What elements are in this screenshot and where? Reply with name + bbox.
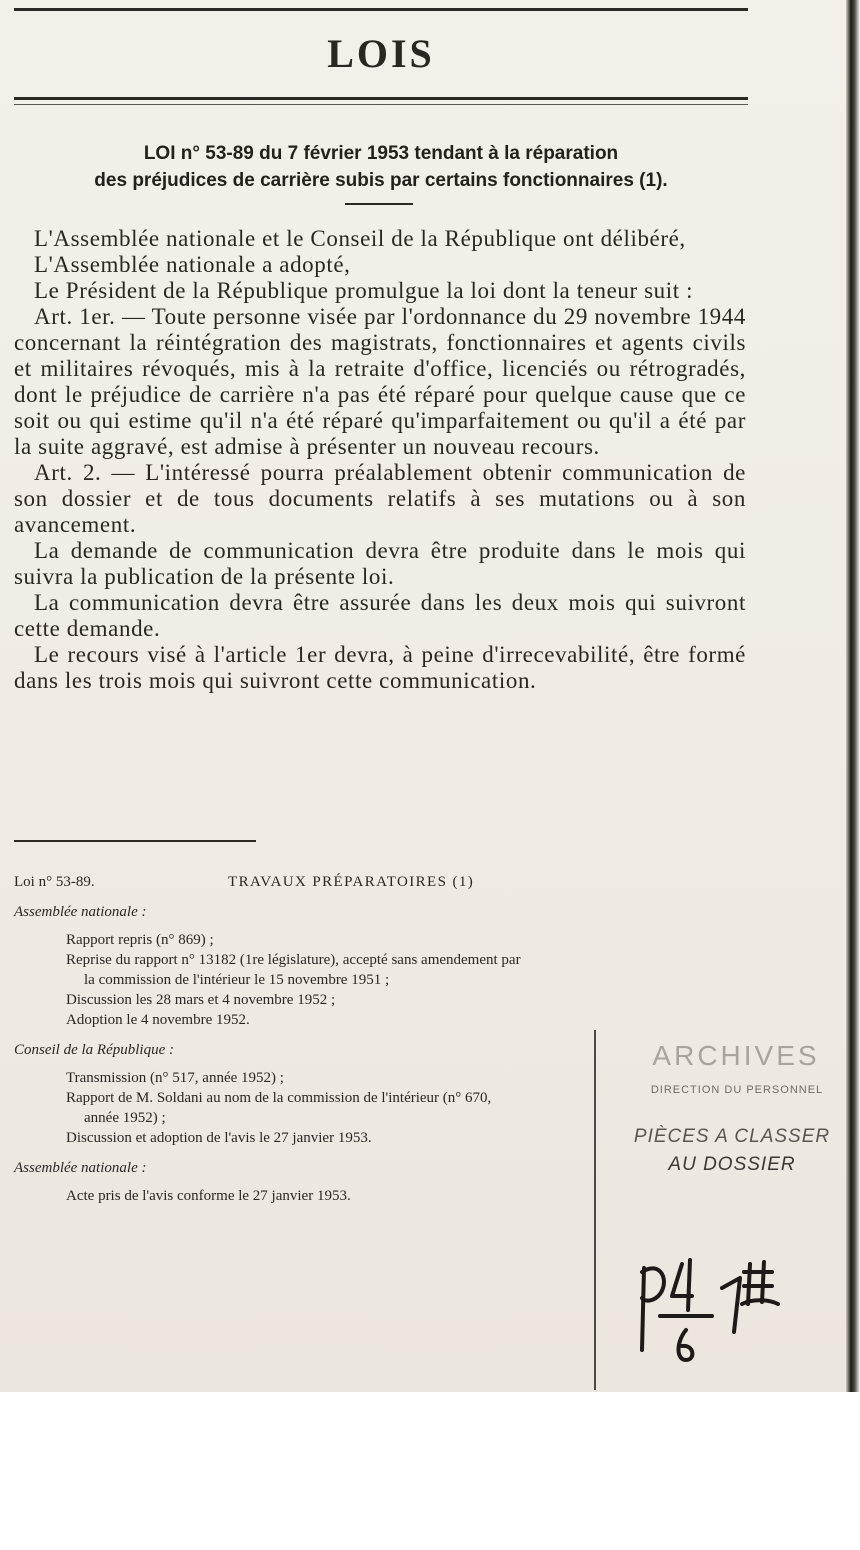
title-rule-thin xyxy=(14,104,748,105)
travaux-header xyxy=(14,872,774,892)
paper-edge xyxy=(846,0,860,1392)
body-paragraph: La communication devra être assurée dans les deux mois qui suivront cette demande. xyxy=(14,590,746,641)
travaux-item: Reprise du rapport n° 13182 (1re législature), accepté sans amendement par xyxy=(66,952,521,968)
stamp-line-3: PIÈCES A CLASSER xyxy=(633,1126,831,1147)
travaux-item: Discussion les 28 mars et 4 novembre 1952 ; xyxy=(66,992,336,1008)
body-paragraph: L'Assemblée nationale et le Conseil de la République ont délibéré, xyxy=(34,226,686,251)
stamp-line-2: DIRECTION DU PERSONNEL xyxy=(650,1084,824,1096)
chamber-label: Conseil de la République : xyxy=(14,1042,174,1058)
law-title xyxy=(14,140,748,194)
law-body xyxy=(14,226,746,694)
chamber-label: Assemblée nationale : xyxy=(14,904,147,920)
law-title-line-1: LOI n° 53-89 du 7 février 1953 tendant à la réparation xyxy=(143,143,619,164)
article-1: Art. 1er. — Toute personne visée par l'ordonnance du 29 novembre 1944 concernant la réintégration des magistrats, fonctionnaires et agents civils et militaires révoqués, mis à la retraite d'office, licenciés ou rétrogradés, dont le préjudice de carrière n'a pas été réparé pour quelque cause que ce soit ou qui estime qu'il n'a été réparé qu'imparfaitement ou qu'il a été par la suite aggravé, est admise à présenter un nouveau recours. xyxy=(14,304,746,459)
article-2: Art. 2. — L'intéressé pourra préalablement obtenir communication de son dossier et de tous documents relatifs à ses mutations ou à son avancement. xyxy=(14,460,746,537)
travaux-item: la commission de l'intérieur le 15 novembre 1951 ; xyxy=(84,972,390,988)
stamp-line-1: ARCHIVES xyxy=(652,1040,820,1071)
body-paragraph: Le recours visé à l'article 1er devra, à peine d'irrecevabilité, être formé dans les trois mois qui suivront cette communication. xyxy=(14,642,746,693)
stamp-border xyxy=(594,1190,596,1390)
body-paragraph: La demande de communication devra être produite dans le mois qui suivra la publication de la présente loi. xyxy=(14,538,746,589)
body-paragraph: Le Président de la République promulgue la loi dont la teneur suit : xyxy=(34,278,694,303)
travaux-item: Adoption le 4 novembre 1952. xyxy=(66,1012,250,1028)
title-rule xyxy=(14,97,748,100)
stamp-line-4: AU DOSSIER xyxy=(668,1154,796,1175)
travaux-item: année 1952) ; xyxy=(84,1110,166,1126)
travaux-heading: TRAVAUX PRÉPARATOIRES (1) xyxy=(228,874,475,890)
handwritten-mark xyxy=(630,1250,800,1370)
travaux-item: Discussion et adoption de l'avis le 27 janvier 1953. xyxy=(66,1130,372,1146)
law-title-line-2: des préjudices de carrière subis par certains fonctionnaires (1). xyxy=(94,170,668,191)
travaux-item: Transmission (n° 517, année 1952) ; xyxy=(66,1070,284,1086)
law-reference: Loi n° 53-89. xyxy=(14,874,95,890)
body-paragraph: L'Assemblée nationale a adopté, xyxy=(34,252,351,277)
archives-stamp xyxy=(594,1030,848,1190)
travaux-item: Acte pris de l'avis conforme le 27 janvier 1953. xyxy=(66,1188,351,1204)
travaux-item: Rapport repris (n° 869) ; xyxy=(66,932,214,948)
chamber-label: Assemblée nationale : xyxy=(14,1160,147,1176)
travaux-item: Rapport de M. Soldani au nom de la commission de l'intérieur (n° 670, xyxy=(66,1090,492,1106)
section-title: LOIS xyxy=(327,31,435,76)
separator-rule xyxy=(345,203,413,205)
end-rule xyxy=(14,840,256,842)
top-rule xyxy=(14,8,748,11)
